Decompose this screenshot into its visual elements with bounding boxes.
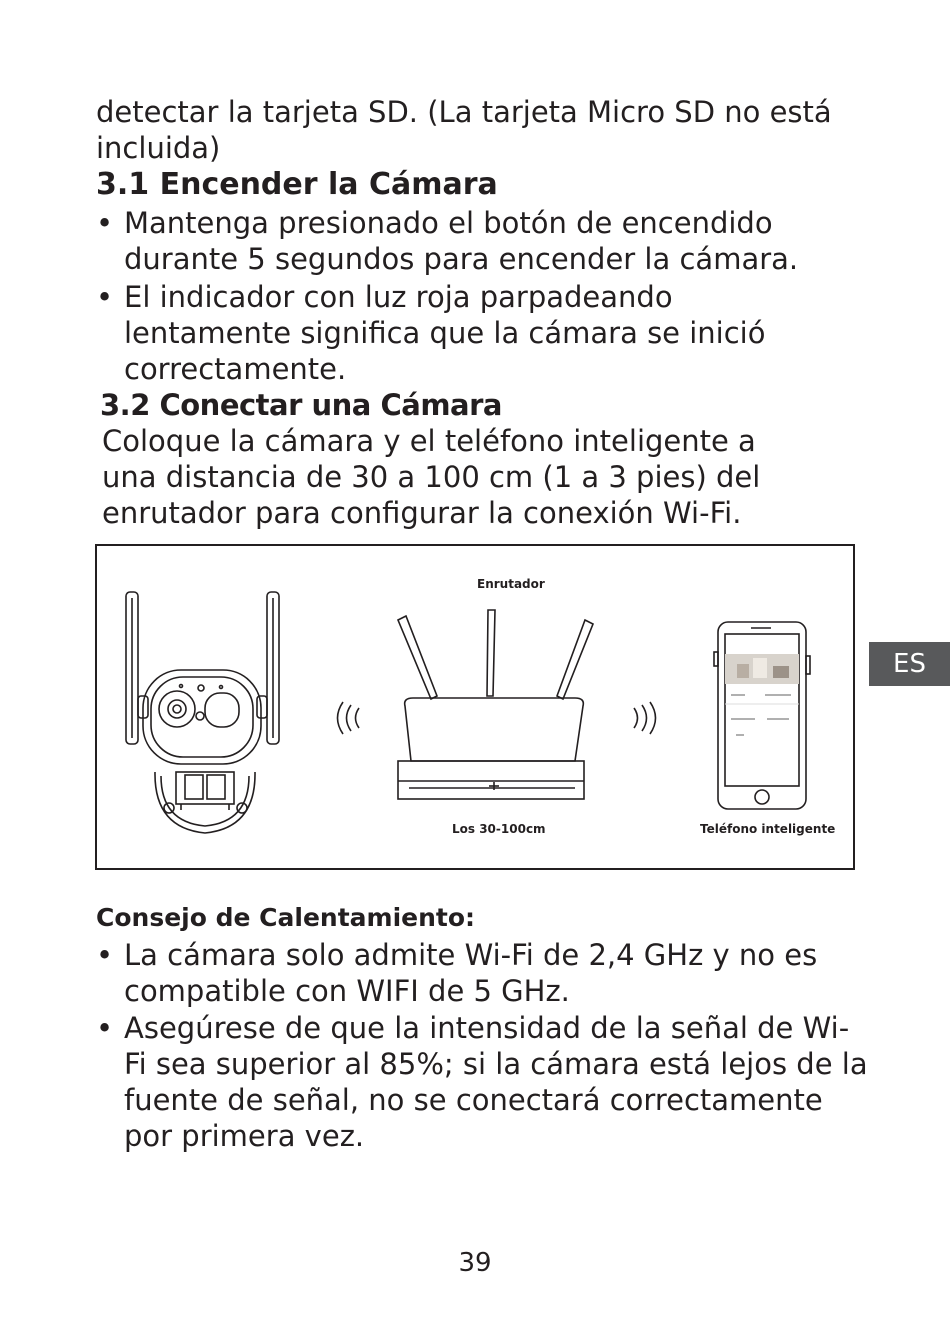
tips-b1-line-1: La cámara solo admite Wi-Fi de 2,4 GHz y no es	[124, 938, 818, 972]
wifi-signal-right-icon	[634, 702, 656, 734]
bullet-glyph: •	[96, 1011, 114, 1045]
language-tab: ES	[869, 642, 950, 686]
s32-line-3: enrutador para configurar la conexión Wi-Fi.	[102, 496, 742, 530]
page-number: 39	[458, 1248, 492, 1278]
s31-b1-line-2: durante 5 segundos para encender la cámara.	[124, 242, 799, 276]
tips-heading: Consejo de Calentamiento:	[96, 903, 476, 932]
phone-label: Teléfono inteligente	[700, 822, 836, 836]
section-3-2-heading: 3.2 Conectar una Cámara	[100, 388, 502, 422]
s31-b2-line-3: correctamente.	[124, 352, 347, 386]
tips-b1-line-2: compatible con WIFI de 5 GHz.	[124, 974, 570, 1008]
router-label: Enrutador	[477, 577, 545, 591]
camera-icon	[126, 592, 279, 833]
s32-line-2: una distancia de 30 a 100 cm (1 a 3 pies) del	[102, 460, 761, 494]
s32-line-1: Coloque la cámara y el teléfono inteligente a	[102, 424, 756, 458]
bullet-glyph: •	[96, 280, 114, 314]
phone-screen-preview	[725, 654, 799, 736]
diagram-illustration	[97, 546, 853, 868]
bullet-glyph: •	[96, 206, 114, 240]
s31-b2-line-2: lentamente significa que la cámara se inició	[124, 316, 766, 350]
section-3-1-heading: 3.1 Encender la Cámara	[96, 167, 498, 202]
bullet-glyph: •	[96, 938, 114, 972]
s31-b1-line-1: Mantenga presionado el botón de encendido	[124, 206, 773, 240]
tips-b2-line-2: Fi sea superior al 85%; si la cámara está lejos de la	[124, 1047, 868, 1081]
setup-diagram	[95, 544, 855, 870]
wifi-signal-left-icon	[338, 702, 360, 734]
smartphone-icon	[714, 622, 810, 809]
intro-line-2: incluida)	[96, 131, 221, 165]
s31-b2-line-1: El indicador con luz roja parpadeando	[124, 280, 673, 314]
intro-line-1: detectar la tarjeta SD. (La tarjeta Micro SD no está	[96, 95, 832, 129]
tips-b2-line-4: por primera vez.	[124, 1119, 365, 1153]
distance-label: Los 30-100cm	[452, 822, 546, 836]
router-icon	[398, 610, 593, 799]
tips-b2-line-1: Asegúrese de que la intensidad de la señal de Wi-	[124, 1011, 850, 1045]
tips-b2-line-3: fuente de señal, no se conectará correctamente	[124, 1083, 823, 1117]
